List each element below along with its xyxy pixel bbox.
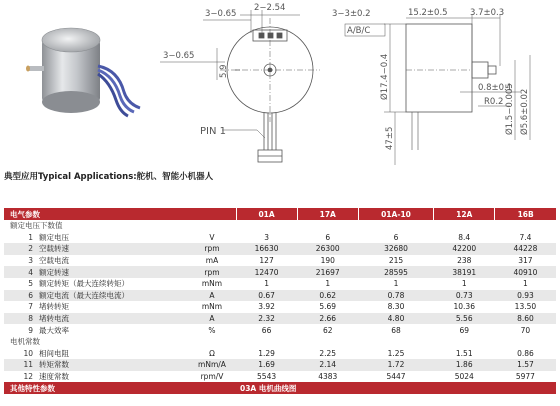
footer-row <box>4 382 556 394</box>
dim-d1: 3−0.65 <box>205 9 237 19</box>
param-name: 堵转转矩 <box>39 302 69 312</box>
param-name: 堵转电流 <box>36 313 188 325</box>
table-body <box>4 220 556 336</box>
footer-title: 其他特性参数 <box>4 382 236 394</box>
param-name: 空载电流 <box>39 256 69 266</box>
row-number: 5 <box>28 279 33 289</box>
pin-label: PIN 1 <box>200 126 227 137</box>
param-unit: A <box>188 290 236 302</box>
electrical-spec-table <box>4 208 556 394</box>
param-unit: A <box>188 313 236 325</box>
param-value: 1.51 <box>455 348 473 358</box>
dim-d10: R0.2 <box>484 97 504 107</box>
section-row-constants <box>4 336 556 348</box>
table-row <box>4 232 556 244</box>
param-value: 10.36 <box>453 302 475 312</box>
typical-applications: 典型应用Typical Applications:舵机、智能小机器人 <box>4 172 214 182</box>
table-body-constants <box>4 336 556 382</box>
param-value: 8.30 <box>387 302 405 312</box>
param-value: 7.4 <box>519 232 532 242</box>
param-unit: Ω <box>209 348 215 358</box>
param-value: 0.73 <box>434 290 495 302</box>
row-number: 2 <box>4 243 36 255</box>
param-value: 1 <box>523 279 528 289</box>
param-value: 0.78 <box>358 290 433 302</box>
motor-photo <box>26 28 140 116</box>
row-number: 1 <box>28 232 33 242</box>
param-name: 额定电流（最大连续电流） <box>36 290 188 302</box>
param-name: 额定转矩（最大连续转矩） <box>39 279 129 289</box>
param-value: 5024 <box>454 372 474 382</box>
param-value: 26300 <box>297 243 358 255</box>
section-row-rated <box>4 220 556 232</box>
table-row <box>4 278 556 290</box>
param-value: 4.80 <box>358 313 433 325</box>
param-value: 1 <box>393 279 399 289</box>
header-label: 电气参数 <box>4 208 236 220</box>
section-label: 电机常数 <box>10 337 40 347</box>
param-value: 1.25 <box>387 348 405 358</box>
dim-d11: Ø1.5−0.005 <box>505 83 515 135</box>
datum-ab: A/B/C <box>347 26 371 36</box>
row-number: 10 <box>23 348 33 358</box>
param-value: 5977 <box>515 372 535 382</box>
table-row <box>4 313 556 325</box>
table-row <box>4 324 556 336</box>
param-value: 62 <box>322 325 333 335</box>
dim-d8: Ø17.4−0.4 <box>380 53 390 100</box>
param-unit: mNm <box>201 279 223 289</box>
param-value: 127 <box>259 256 274 266</box>
param-value: 8.4 <box>458 232 471 242</box>
param-value: 1.86 <box>434 359 495 371</box>
param-unit: mNm/A <box>188 359 236 371</box>
param-value: 2.66 <box>297 313 358 325</box>
dim-d9: 0.8±0.1 <box>478 83 513 93</box>
param-value: 38191 <box>434 266 495 278</box>
param-value: 3.92 <box>258 302 275 312</box>
param-value: 1.69 <box>236 359 297 371</box>
param-value: 16630 <box>236 243 297 255</box>
model-col-4: 12A <box>434 208 495 220</box>
param-value: 1.72 <box>358 359 433 371</box>
row-number: 12 <box>23 372 33 382</box>
param-value: 5.56 <box>434 313 495 325</box>
row-number: 9 <box>28 325 33 335</box>
param-value: 215 <box>388 256 404 266</box>
model-col-1: 01A <box>236 208 297 220</box>
param-value: 238 <box>457 256 472 266</box>
param-value: 2.14 <box>297 359 358 371</box>
param-value: 317 <box>518 256 533 266</box>
param-value: 40910 <box>495 266 556 278</box>
param-value: 0.86 <box>517 348 534 358</box>
param-value: 0.67 <box>236 290 297 302</box>
param-value: 69 <box>459 325 470 335</box>
model-col-5: 16B <box>495 208 556 220</box>
param-name: 转矩常数 <box>36 359 188 371</box>
param-unit: V <box>209 232 215 242</box>
param-value: 2.32 <box>236 313 297 325</box>
param-value: 42200 <box>434 243 495 255</box>
dim-d4: 5.9 <box>219 64 229 78</box>
param-unit: % <box>208 325 216 335</box>
section-label: 额定电压下数值 <box>10 221 63 231</box>
param-unit: mNm <box>201 302 223 312</box>
dim-d13: 47±5 <box>385 126 395 150</box>
param-value: 13.50 <box>514 302 537 312</box>
footer-curve-title: 03A 电机曲线图 <box>236 382 556 394</box>
motor-technical-drawing <box>0 0 560 172</box>
param-value: 8.60 <box>495 313 556 325</box>
motor-front-view <box>160 10 320 162</box>
param-value: 3 <box>264 232 269 242</box>
param-value: 12470 <box>236 266 297 278</box>
param-value: 190 <box>320 256 335 266</box>
param-unit: rpm/V <box>200 372 224 382</box>
table-row <box>4 290 556 302</box>
param-name: 相间电阻 <box>39 348 69 358</box>
param-value: 44228 <box>495 243 556 255</box>
param-value: 21697 <box>297 266 358 278</box>
dim-d5: 3−3±0.2 <box>332 9 371 19</box>
table-header-row <box>4 208 556 220</box>
param-unit: rpm <box>188 243 236 255</box>
param-value: 4383 <box>318 372 338 382</box>
row-number: 3 <box>28 256 33 266</box>
table-row <box>4 371 556 383</box>
dim-d12: Ø5.6±0.02 <box>520 88 530 135</box>
param-name: 空载转速 <box>36 243 188 255</box>
param-value: 28595 <box>358 266 433 278</box>
param-value: 1 <box>461 279 467 289</box>
table-row <box>4 301 556 313</box>
dim-d6: 15.2±0.5 <box>408 8 448 18</box>
param-value: 1.29 <box>258 348 275 358</box>
dim-d7: 3.7±0.3 <box>470 8 505 18</box>
row-number: 6 <box>4 290 36 302</box>
param-value: 70 <box>520 325 531 335</box>
drawing-svg <box>0 0 560 172</box>
row-number: 4 <box>4 266 36 278</box>
param-value: 5543 <box>257 372 277 382</box>
param-name: 额定转速 <box>36 266 188 278</box>
row-number: 7 <box>28 302 33 312</box>
model-col-3: 01A-10 <box>358 208 433 220</box>
param-value: 66 <box>261 325 272 335</box>
param-value: 0.93 <box>495 290 556 302</box>
param-name: 额定电压 <box>39 232 69 242</box>
param-value: 1 <box>325 279 331 289</box>
param-value: 32680 <box>358 243 433 255</box>
param-name: 最大效率 <box>39 325 69 335</box>
table-row <box>4 255 556 267</box>
table-row <box>4 359 556 371</box>
model-col-2: 17A <box>297 208 358 220</box>
table-row <box>4 348 556 360</box>
param-unit: mA <box>205 256 219 266</box>
param-value: 2.25 <box>319 348 337 358</box>
table-footer <box>4 382 556 394</box>
dim-d3: 3−0.65 <box>163 51 195 61</box>
param-value: 68 <box>391 325 401 335</box>
param-name: 速度常数 <box>39 372 69 382</box>
param-value: 1 <box>264 279 269 289</box>
row-number: 11 <box>4 359 36 371</box>
param-value: 1.57 <box>495 359 556 371</box>
param-unit: rpm <box>188 266 236 278</box>
param-value: 6 <box>325 232 331 242</box>
table-row <box>4 266 556 278</box>
param-value: 5.69 <box>319 302 337 312</box>
param-value: 0.62 <box>297 290 358 302</box>
param-value: 5447 <box>386 372 406 382</box>
dim-d2: 2−2.54 <box>254 3 286 13</box>
table-row <box>4 243 556 255</box>
param-value: 6 <box>393 232 399 242</box>
row-number: 8 <box>4 313 36 325</box>
